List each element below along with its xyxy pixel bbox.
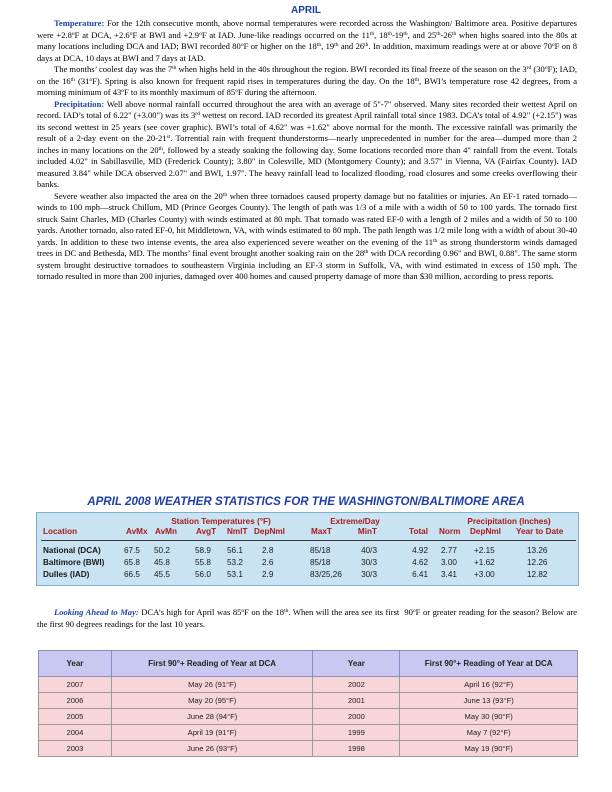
header-depnml-temp: DepNml (254, 527, 285, 536)
row-iad-depnml-precip: +3.00 (474, 570, 495, 579)
cool-day-text: The months’ coolest day was the 7th when highs held in the 40s throughout the region. BWI recorded its final freeze of the season on the 3rd (30$^o$F); IAD, on the 16th (31$^o$F). Spring is also known for frequent rapid rises in temperatures during the day. On the 18th, BWI’s temperature rose 42 degrees, from a morning minimum of 43$^o$F to its monthly maximum of 85$^o$F during the afternoon. (37, 64, 578, 97)
month-title: APRIL (291, 5, 321, 16)
row-bwi-avmx: 65.8 (124, 558, 140, 567)
table-row (39, 725, 578, 741)
header-year-to-date: Year to Date (516, 527, 564, 536)
header-reading-right: First 90°+ Reading of Year at DCA (400, 651, 578, 677)
group-header-extreme: Extreme/Day (330, 517, 380, 526)
stats-title: APRIL 2008 WEATHER STATISTICS FOR THE WASHINGTON/BALTIMORE AREA (87, 495, 525, 508)
row-bwi-total: 4.62 (412, 558, 428, 567)
reading-cell: May 30 (90°F) (400, 709, 578, 725)
row-bwi-norm: 3.00 (441, 558, 457, 567)
row-iad-avmx: 66.5 (124, 570, 140, 579)
row-iad-avgt: 56.0 (195, 570, 211, 579)
row-iad-avmn: 45.5 (154, 570, 170, 579)
header-avgt: AvgT (196, 527, 217, 536)
row-dca-location: National (DCA) (43, 546, 101, 555)
table-row (39, 709, 578, 725)
row-bwi-ytd: 12.26 (527, 558, 548, 567)
row-dca-nmlt: 56.1 (227, 546, 243, 555)
row-dca-depnml-precip: +2.15 (474, 546, 495, 555)
header-location: Location (43, 527, 78, 536)
row-dca-ytd: 13.26 (527, 546, 548, 555)
precipitation-text: Well above normal rainfall occurred throughout the area with an average of 5"-7" observed. Many sites recorded their wettest April on record. IAD’s total of 6.22" (+3.00") was its 3rd wettest on record. IAD recorded its greatest April rainfall total since 1983. DCA’s total of 4.92" (+2.15") was its second wettest in 25 years (see cover graphic). BWI’s total of 4.62" was +1.62" above normal for the month. The excessive rainfall was primarily the result of a 2-day event on the 20-21st. Torrential rain with frequent thunderstorms—nearly unprecedented in number for the area—dumped more than 2 inches in many locations on the 20th, followed by a steady soaking the following day. Some locations recorded more than 4" rainfall from the event. Totals included 4.02" in Sabillasville, MD (Frederick County); 3.80" in Colesville, MD (Montgomery County); and 3.57" in Vienna, VA (Fairfax County). IAD measured 3.84" while DCA observed 2.07" and BWI, 1.97". The heavy rainfall lead to localized flooding, road closures and some creeks overflowing their banks. (37, 98, 577, 189)
row-bwi-nmlt: 53.2 (227, 558, 243, 567)
table-row (39, 741, 578, 757)
header-mint: MinT (357, 527, 377, 536)
reading-cell: May 7 (92°F) (400, 725, 578, 741)
reading-cell: June 13 (93°F) (400, 693, 578, 709)
header-avmx: AvMx (126, 527, 148, 536)
row-iad-location: Dulles (IAD) (43, 570, 90, 579)
year-cell: 2007 (39, 677, 112, 693)
group-header-temperature: Station Temperatures (°F) (171, 517, 271, 526)
row-dca-avmn: 50.2 (154, 546, 170, 555)
cool-day-paragraph (37, 64, 577, 99)
looking-ahead-paragraph (37, 607, 577, 630)
header-rule (41, 540, 576, 541)
group-header-precipitation: Precipitation (Inches) (467, 517, 551, 526)
temperature-paragraph (37, 18, 577, 64)
reading-cell: May 19 (90°F) (400, 741, 578, 757)
year-cell: 1999 (313, 725, 400, 741)
row-bwi-avmn: 45.8 (154, 558, 170, 567)
year-cell: 1998 (313, 741, 400, 757)
row-bwi-depnml-precip: +1.62 (474, 558, 495, 567)
header-maxt: MaxT (311, 527, 332, 536)
row-iad-mint: 30/3 (361, 570, 377, 579)
temperature-heading: Temperature: (54, 18, 105, 28)
row-bwi-mint: 30/3 (361, 558, 377, 567)
row-dca-avmx: 67.5 (124, 546, 140, 555)
row-iad-total: 6.41 (412, 570, 428, 579)
reading-cell: May 20 (95°F) (111, 693, 313, 709)
year-cell: 2000 (313, 709, 400, 725)
severe-weather-paragraph (37, 191, 577, 283)
precipitation-paragraph (37, 99, 577, 191)
row-bwi-avgt: 55.8 (195, 558, 211, 567)
row-dca-norm: 2.77 (441, 546, 457, 555)
header-year-left: Year (39, 651, 112, 677)
year-cell: 2001 (313, 693, 400, 709)
severe-weather-text: Severe weather also impacted the area on the 20th when three tornadoes caused property damage but no fatalities or injuries. An EF-1 rated tornado—winds to 100 mph—struck Chillum, MD (Prince Georges County). The length of path was 1/3 of a mile with a width of 50 to 100 yards. The tornado first struck Saint Charles, MD (Charles County) with winds estimated at 80 mph. That tornado was rated EF-0 with a length of 2 miles and a width of 50 to 100 yards. Another tornado, also rated EF-0, hit Middletown, VA, with winds estimated to 80 mph. The path length was 1/2 mile long with a width of about 30-40 yards. In addition to these two intense events, the area also experienced severe weather on the evening of the 11th as strong thunderstorm winds damaged trees in DC and Bethesda, MD. The months’ final event brought another soaking rain on the 28th with DCA recording 0.96" and BWI, 0.88". The same storm system brought destructive tornadoes to southeastern Virginia including an EF-3 storm in Suffolk, VA, with wind estimated in excess of 150 mph. The tornado resulted in more than 200 injuries, damaged over 400 homes and caused property damage of more than $30 million, according to press reports. (37, 190, 578, 281)
row-dca-maxt: 85/18 (310, 546, 331, 555)
reading-cell: June 26 (93°F) (111, 741, 313, 757)
reading-cell: April 19 (91°F) (111, 725, 313, 741)
year-cell: 2004 (39, 725, 112, 741)
row-bwi-maxt: 85/18 (310, 558, 331, 567)
header-total: Total (409, 527, 428, 536)
header-year-right: Year (313, 651, 400, 677)
table-row (39, 693, 578, 709)
row-bwi-depnml: 2.6 (262, 558, 274, 567)
header-avmn: AvMn (155, 527, 177, 536)
row-dca-total: 4.92 (412, 546, 428, 555)
year-cell: 2002 (313, 677, 400, 693)
row-dca-avgt: 58.9 (195, 546, 211, 555)
header-depnml-precip: DepNml (470, 527, 501, 536)
looking-ahead-heading: Looking Ahead to May: (54, 607, 139, 617)
header-norm: Norm (439, 527, 461, 536)
precipitation-heading: Precipitation: (54, 98, 105, 109)
year-cell: 2005 (39, 709, 112, 725)
row-iad-nmlt: 53.1 (227, 570, 243, 579)
looking-ahead-body: DCA’s high for April was 85$^o$F on the 18th. When will the area see its first 90$^o$F or greater reading for the season? Below are the first 90 degrees readings for the last 10 years. (37, 607, 577, 629)
temperature-text: For the 12th consecutive month, above normal temperatures were recorded across the Washington/ Baltimore area. Positive departures were $+2.8^oF$ at DCA, $+2.6^oF$ at BWI and $+2.9^oF$ at IAD. June-like readings occurred on the 11th, 18th-19th, and 25th-26th when highs soared into the 80s at many locations including DCA and IAD; BWI recorded 80$^o$F or higher on the 18th, 19th and 26th. In addition, maximum readings were at or above 70$^o$F on 8 days at DCA, 10 days at BWI and 7 days at IAD. (37, 18, 577, 63)
row-iad-norm: 3.41 (441, 570, 457, 579)
first-90-header-row (39, 651, 578, 677)
reading-cell: April 16 (92°F) (400, 677, 578, 693)
row-iad-maxt: 83/25,26 (310, 570, 342, 579)
row-dca-mint: 40/3 (361, 546, 377, 555)
first-90-table (38, 650, 578, 757)
row-bwi-location: Baltimore (BWI) (43, 558, 105, 567)
narrative-text (37, 18, 577, 283)
row-iad-depnml: 2.9 (262, 570, 274, 579)
row-iad-ytd: 12.82 (527, 570, 548, 579)
looking-ahead-text (37, 607, 577, 630)
reading-cell: June 28 (94°F) (111, 709, 313, 725)
year-cell: 2003 (39, 741, 112, 757)
reading-cell: May 26 (91°F) (111, 677, 313, 693)
table-row (39, 677, 578, 693)
row-dca-depnml: 2.8 (262, 546, 274, 555)
year-cell: 2006 (39, 693, 112, 709)
header-nmlt: NmlT (227, 527, 248, 536)
stats-table (36, 512, 579, 586)
header-reading-left: First 90°+ Reading of Year at DCA (111, 651, 313, 677)
